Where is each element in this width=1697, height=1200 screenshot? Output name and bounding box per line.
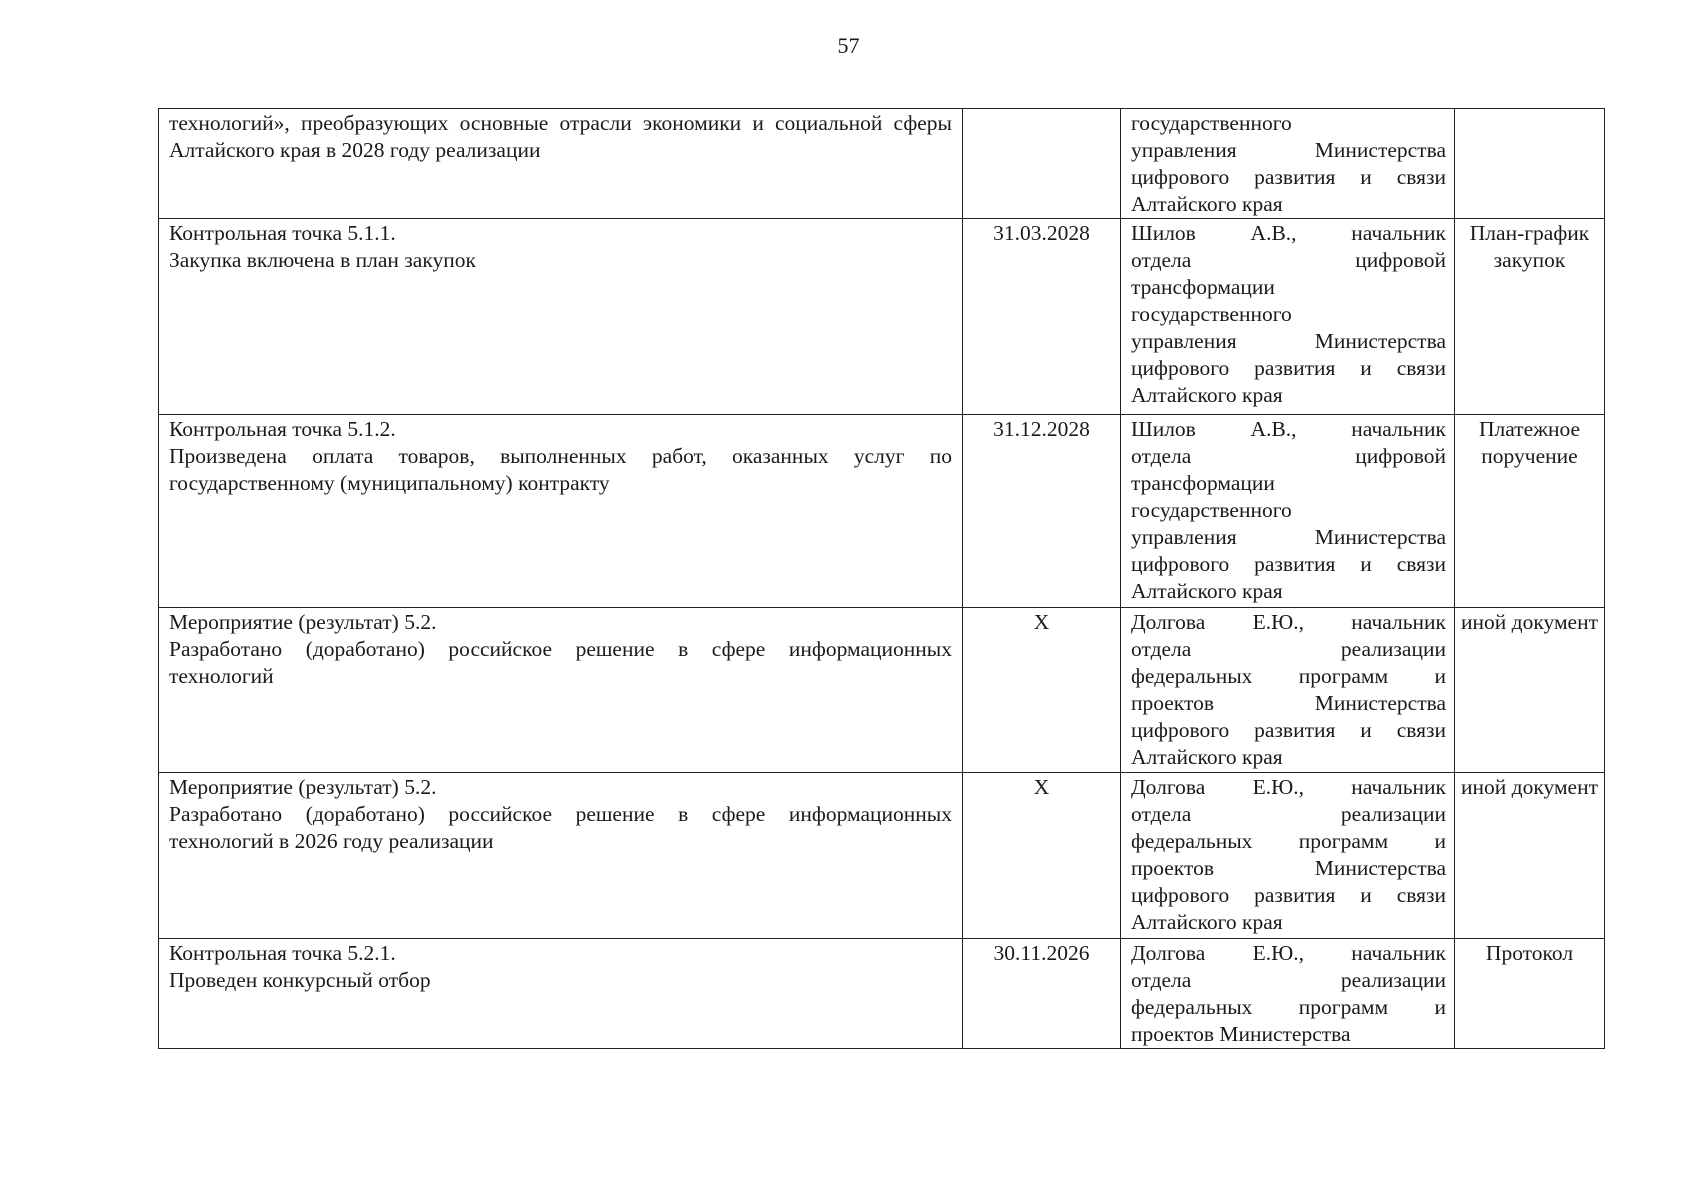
responsible-line: цифрового развития и связи	[1131, 356, 1446, 380]
responsible-line: отдела реализации	[1131, 637, 1446, 661]
document-type-cell	[1455, 415, 1605, 608]
table-row	[159, 109, 1605, 219]
event-cell	[159, 939, 963, 1049]
responsible-line: отдела цифровой	[1131, 248, 1446, 272]
responsible-line: федеральных программ и	[1131, 829, 1446, 853]
deadline-value: X	[1033, 610, 1050, 634]
responsible-line: Алтайского края	[1131, 910, 1283, 934]
event-cell	[159, 773, 963, 939]
table-body	[159, 109, 1605, 1049]
event-text: Произведена оплата товаров, выполненных работ, оказанных услуг по государственному (муниципальному) контракту	[169, 444, 952, 495]
document-type-cell	[1455, 773, 1605, 939]
event-title: Контрольная точка 5.1.1.	[169, 221, 396, 245]
event-text: Проведен конкурсный отбор	[169, 968, 431, 992]
event-title: Мероприятие (результат) 5.2.	[169, 610, 437, 634]
document-type-value: Протокол	[1485, 941, 1574, 965]
activities-table	[158, 108, 1605, 1049]
document-type-value: иной документ	[1461, 775, 1598, 799]
responsible-cell	[1121, 219, 1455, 415]
table-row	[159, 219, 1605, 415]
deadline-cell	[963, 773, 1121, 939]
responsible-line: Алтайского края	[1131, 383, 1283, 407]
document-type-cell	[1455, 219, 1605, 415]
event-cell	[159, 109, 963, 219]
responsible-line: государственного	[1131, 111, 1292, 135]
responsible-line: Долгова Е.Ю., начальник	[1131, 775, 1446, 799]
responsible-line: проектов Министерства	[1131, 691, 1446, 715]
responsible-line: цифрового развития и связи	[1131, 718, 1446, 742]
responsible-line: Алтайского края	[1131, 745, 1283, 769]
responsible-cell	[1121, 939, 1455, 1049]
deadline-cell	[963, 608, 1121, 773]
table-row	[159, 773, 1605, 939]
document-type-cell	[1455, 109, 1605, 219]
event-text: Разработано (доработано) российское решение в сфере информационных технологий в 2026 году реализации	[169, 802, 952, 853]
page-number: 57	[837, 33, 860, 58]
responsible-line: Долгова Е.Ю., начальник	[1131, 941, 1446, 965]
table-row	[159, 939, 1605, 1049]
responsible-line: цифрового развития и связи	[1131, 165, 1446, 189]
responsible-line: Алтайского края	[1131, 579, 1283, 603]
responsible-line: цифрового развития и связи	[1131, 552, 1446, 576]
event-title: Контрольная точка 5.1.2.	[169, 417, 396, 441]
responsible-cell	[1121, 415, 1455, 608]
event-text: Разработано (доработано) российское решение в сфере информационных технологий	[169, 637, 952, 688]
responsible-cell	[1121, 109, 1455, 219]
responsible-line: федеральных программ и	[1131, 664, 1446, 688]
event-cell	[159, 219, 963, 415]
responsible-line: управления Министерства	[1131, 329, 1446, 353]
table-row	[159, 415, 1605, 608]
deadline-value: 31.03.2028	[993, 221, 1090, 245]
table-row	[159, 608, 1605, 773]
deadline-cell	[963, 415, 1121, 608]
event-text: технологий», преобразующих основные отрасли экономики и социальной сферы Алтайского края в 2028 году реализации	[169, 111, 952, 162]
responsible-cell	[1121, 608, 1455, 773]
responsible-cell	[1121, 773, 1455, 939]
deadline-value: 30.11.2026	[993, 941, 1090, 965]
responsible-line: государственного	[1131, 302, 1292, 326]
responsible-line: Шилов А.В., начальник	[1131, 417, 1446, 441]
document-type-value: иной документ	[1461, 610, 1598, 634]
document-type-value: План-график закупок	[1469, 221, 1590, 272]
event-cell	[159, 415, 963, 608]
responsible-line: отдела реализации	[1131, 802, 1446, 826]
responsible-line: управления Министерства	[1131, 138, 1446, 162]
deadline-cell	[963, 219, 1121, 415]
responsible-line: Шилов А.В., начальник	[1131, 221, 1446, 245]
document-type-cell	[1455, 608, 1605, 773]
responsible-line: федеральных программ и	[1131, 995, 1446, 1019]
responsible-line: проектов Министерства	[1131, 1022, 1351, 1046]
responsible-line: отдела цифровой	[1131, 444, 1446, 468]
deadline-value: 31.12.2028	[993, 417, 1090, 441]
deadline-cell	[963, 109, 1121, 219]
responsible-line: трансформации	[1131, 275, 1275, 299]
event-title: Контрольная точка 5.2.1.	[169, 941, 396, 965]
deadline-cell	[963, 939, 1121, 1049]
responsible-line: Долгова Е.Ю., начальник	[1131, 610, 1446, 634]
responsible-line: Алтайского края	[1131, 192, 1283, 216]
responsible-line: проектов Министерства	[1131, 856, 1446, 880]
event-cell	[159, 608, 963, 773]
responsible-line: управления Министерства	[1131, 525, 1446, 549]
event-title: Мероприятие (результат) 5.2.	[169, 775, 437, 799]
document-type-cell	[1455, 939, 1605, 1049]
deadline-value: X	[1033, 775, 1050, 799]
document-type-value: Платежное поручение	[1478, 417, 1581, 468]
responsible-line: государственного	[1131, 498, 1292, 522]
responsible-line: цифрового развития и связи	[1131, 883, 1446, 907]
responsible-line: трансформации	[1131, 471, 1275, 495]
responsible-line: отдела реализации	[1131, 968, 1446, 992]
event-text: Закупка включена в план закупок	[169, 248, 476, 272]
